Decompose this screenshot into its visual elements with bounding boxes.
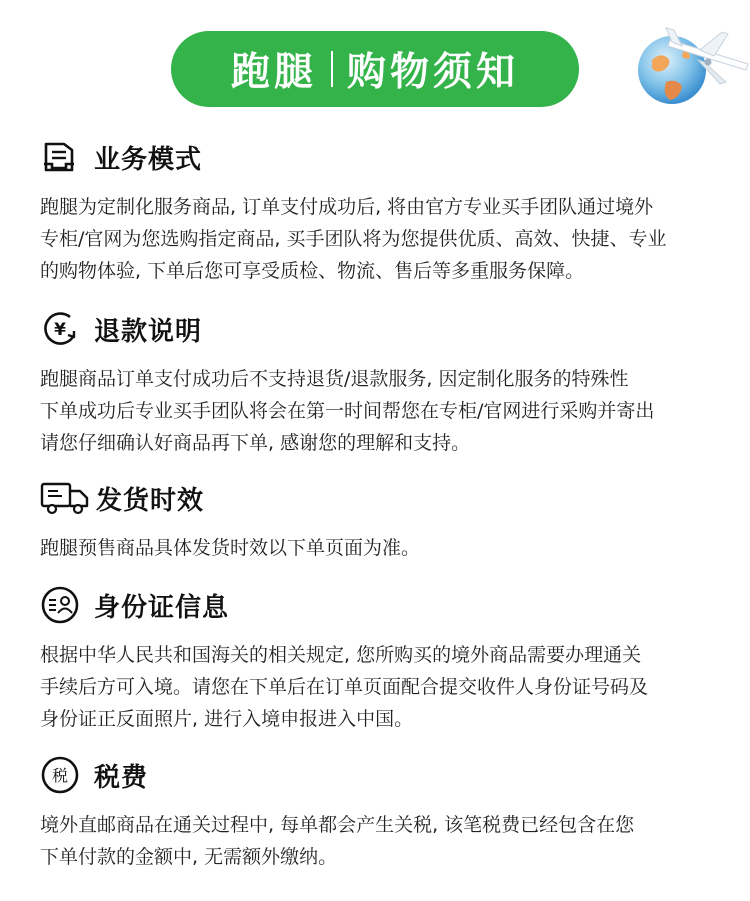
- text-line: 跑腿预售商品具体发货时效以下单页面为准。: [40, 537, 421, 559]
- text-line: 请您仔细确认好商品再下单, 感谢您的理解和支持。: [40, 432, 471, 454]
- section-text: [40, 532, 720, 564]
- delivery-truck-icon: [40, 478, 90, 518]
- section-header: [40, 478, 720, 518]
- banner-divider: [331, 51, 333, 87]
- text-line: 根据中华人民共和国海关的相关规定, 您所购买的境外商品需要办理通关: [40, 644, 642, 666]
- tax-symbol: 税: [51, 766, 69, 785]
- yuan-refund-icon: [40, 309, 80, 349]
- text-line: 下单成功后专业买手团队将会在第一时间帮您在专柜/官网进行采购并寄出: [40, 400, 655, 422]
- section-header: [40, 309, 720, 349]
- section-id-info: [40, 585, 720, 735]
- text-line: 境外直邮商品在通关过程中, 每单都会产生关税, 该笔税费已经包含在您: [40, 814, 635, 836]
- text-line: 跑腿为定制化服务商品, 订单支付成功后, 将由官方专业买手团队通过境外: [40, 196, 654, 218]
- section-title: 退款说明: [94, 316, 203, 347]
- text-line: 手续后方可入境。请您在下单后在订单页面配合提交收件人身份证号码及: [40, 676, 649, 698]
- text-line: 的购物体验, 下单后您可享受质检、物流、售后等多重服务保障。: [40, 260, 585, 282]
- section-header: [40, 137, 720, 177]
- page-title-banner: [171, 31, 579, 107]
- text-line: 专柜/官网为您选购指定商品, 买手团队将为您提供优质、高效、快捷、专业: [40, 228, 667, 250]
- section-header: [40, 585, 720, 625]
- book-icon: [40, 137, 80, 177]
- section-shipping-time: [40, 478, 720, 564]
- section-title: 税费: [94, 762, 149, 793]
- banner-title-left: 跑腿: [230, 50, 317, 95]
- yuan-symbol: ¥: [54, 320, 66, 340]
- text-line: 跑腿商品订单支付成功后不支持退货/退款服务, 因定制化服务的特殊性: [40, 368, 629, 390]
- tax-icon: [40, 755, 80, 795]
- section-text: [40, 191, 720, 287]
- section-business-model: [40, 137, 720, 287]
- section-text: [40, 809, 720, 873]
- text-line: 身份证正反面照片, 进行入境申报进入中国。: [40, 708, 414, 730]
- section-header: [40, 755, 720, 795]
- section-title: 身份证信息: [94, 592, 230, 623]
- banner-title-right: 购物须知: [347, 50, 520, 95]
- section-tax: [40, 755, 720, 873]
- id-card-icon: [40, 585, 80, 625]
- text-line: 下单付款的金额中, 无需额外缴纳。: [40, 846, 338, 868]
- section-title: 业务模式: [94, 144, 203, 175]
- globe-airplane-icon: [630, 20, 750, 110]
- section-text: [40, 639, 720, 735]
- section-text: [40, 363, 720, 459]
- section-title: 发货时效: [96, 485, 205, 516]
- section-refund-policy: [40, 309, 720, 459]
